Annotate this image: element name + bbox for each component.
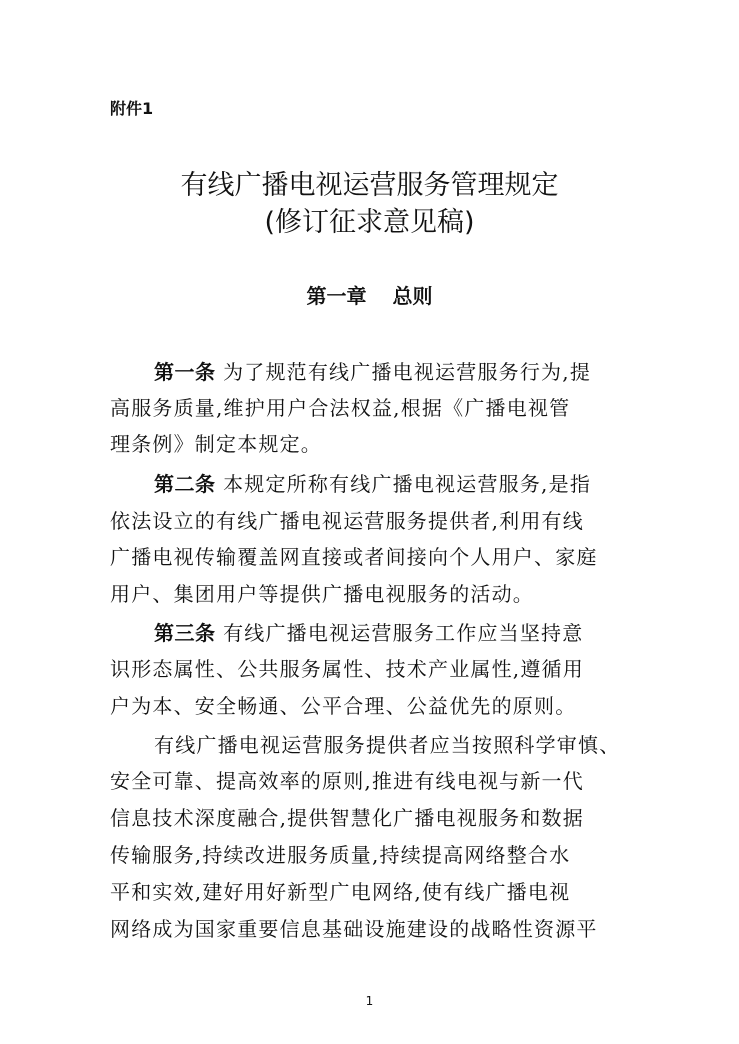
paragraph-4-line-5: 平和实效,建好用好新型广电网络,使有线广播电视 [110,880,571,904]
chapter-heading [0,280,739,309]
article-1-line-2: 高服务质量,维护用户合法权益,根据《广播电视管 [110,396,571,420]
article-3-text: 有线广播电视运营服务工作应当坚持意 [223,621,584,645]
article-3-label: 第三条 [154,621,216,645]
paragraph-4-line-1: 有线广播电视运营服务提供者应当按照科学审慎、 [154,733,621,757]
article-2-line-4: 用户、集团用户等提供广播电视服务的活动。 [110,582,534,606]
article-2-text: 本规定所称有线广播电视运营服务,是指 [223,472,592,496]
article-2-line-2: 依法设立的有线广播电视运营服务提供者,利用有线 [110,509,584,533]
article-2-line-3: 广播电视传输覆盖网直接或者间接向个人用户、家庭 [110,545,598,569]
article-2-line-1 [154,468,674,497]
article-1-label: 第一条 [154,360,216,384]
article-1-text: 为了规范有线广播电视运营服务行为,提 [223,360,592,384]
paragraph-4-line-3: 信息技术深度融合,提供智慧化广播电视服务和数据 [110,806,584,830]
attachment-label: 附件1 [110,99,154,118]
chapter-name: 总则 [392,284,433,308]
document-title-line1: 有线广播电视运营服务管理规定 [180,170,559,201]
page-number: 1 [365,994,374,1008]
article-1-line-1 [154,356,674,385]
article-2-label: 第二条 [154,472,216,496]
article-1-line-3: 理条例》制定本规定。 [110,432,322,456]
document-title-line2: (修订征求意见稿) [264,207,475,238]
paragraph-4-line-6: 网络成为国家重要信息基础设施建设的战略性资源平 [110,917,598,941]
article-3-line-3: 户为本、安全畅通、公平合理、公益优先的原则。 [110,694,577,718]
paragraph-4-line-4: 传输服务,持续改进服务质量,持续提高网络整合水 [110,843,571,867]
article-3-line-2: 识形态属性、公共服务属性、技术产业属性,遵循用 [110,657,584,681]
chapter-label: 第一章 [306,284,367,308]
paragraph-4-line-2: 安全可靠、提高效率的原则,推进有线电视与新一代 [110,769,584,793]
article-3-line-1 [154,617,674,646]
